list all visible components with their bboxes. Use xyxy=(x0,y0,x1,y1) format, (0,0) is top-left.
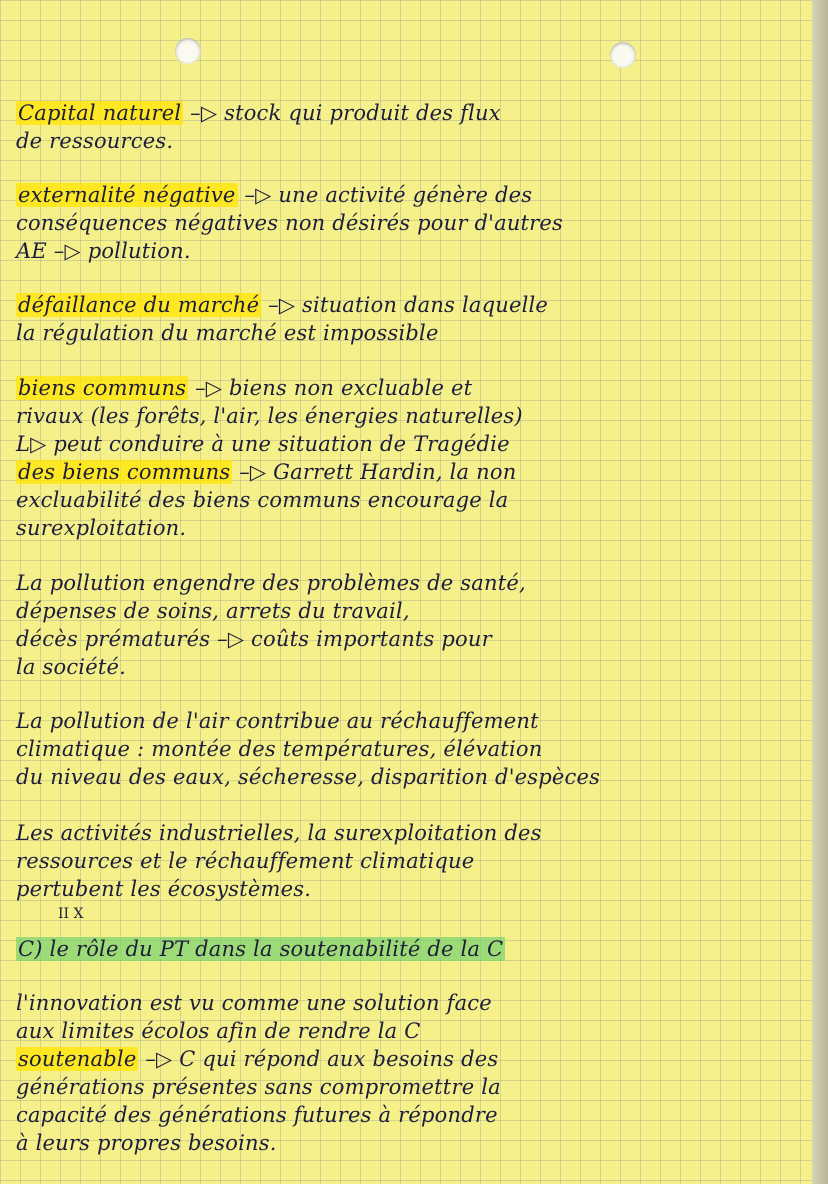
note-line xyxy=(16,654,804,680)
note-line xyxy=(16,459,804,485)
note-text: la société. xyxy=(16,655,126,679)
note-line xyxy=(16,626,804,652)
note-line xyxy=(16,375,804,401)
punch-hole-right xyxy=(610,42,636,68)
note-text: ressources et le réchauffement climatique xyxy=(16,849,475,873)
note-line xyxy=(16,210,804,236)
note-line xyxy=(16,238,804,264)
highlighted-term: des biens communs xyxy=(18,460,231,484)
note-text: AE –▷ pollution. xyxy=(16,239,191,263)
note-text: –▷ stock qui produit des flux xyxy=(183,101,501,125)
margin-mark: II X xyxy=(58,906,84,922)
note-line xyxy=(16,764,804,790)
note-line xyxy=(16,936,804,962)
note-line xyxy=(16,100,804,126)
note-line xyxy=(16,515,804,541)
note-text: la régulation du marché est impossible xyxy=(16,321,439,345)
note-line xyxy=(16,736,804,762)
note-text: dépenses de soins, arrets du travail, xyxy=(16,599,410,623)
note-text: du niveau des eaux, sécheresse, disparition d'espèces xyxy=(16,765,601,789)
note-line xyxy=(16,128,804,154)
note-text: à leurs propres besoins. xyxy=(16,1131,277,1155)
note-text: pertubent les écosystèmes. xyxy=(16,877,312,901)
note-text: capacité des générations futures à répondre xyxy=(16,1103,498,1127)
note-text: Les activités industrielles, la surexploitation des xyxy=(16,821,542,845)
highlighted-term: biens communs xyxy=(18,376,187,400)
highlighted-term: soutenable xyxy=(18,1047,137,1071)
note-text: –▷ C qui répond aux besoins des xyxy=(138,1047,499,1071)
note-text: générations présentes sans compromettre la xyxy=(16,1075,501,1099)
note-line xyxy=(16,403,804,429)
punch-hole-left xyxy=(175,38,201,64)
notebook-edge xyxy=(812,0,828,1184)
note-line xyxy=(16,1102,804,1128)
note-text: –▷ situation dans laquelle xyxy=(261,293,549,317)
note-line xyxy=(16,570,804,596)
note-text: –▷ biens non excluable et xyxy=(188,376,473,400)
note-text: l'innovation est vu comme une solution face xyxy=(16,991,492,1015)
note-line xyxy=(16,487,804,513)
section-heading: C) le rôle du PT dans la soutenabilité de la C xyxy=(18,937,504,961)
note-text: rivaux (les forêts, l'air, les énergies naturelles) xyxy=(16,404,523,428)
highlighted-term: Capital naturel xyxy=(18,101,182,125)
note-line xyxy=(16,876,804,902)
note-text: –▷ Garrett Hardin, la non xyxy=(232,460,517,484)
note-text: La pollution de l'air contribue au réchauffement xyxy=(16,709,539,733)
highlighted-term: externalité négative xyxy=(18,183,236,207)
note-text: aux limites écolos afin de rendre la C xyxy=(16,1019,421,1043)
note-text: La pollution engendre des problèmes de santé, xyxy=(16,571,526,595)
note-line xyxy=(16,182,804,208)
note-text: surexploitation. xyxy=(16,516,187,540)
note-line xyxy=(16,1074,804,1100)
note-line xyxy=(16,1130,804,1156)
note-line xyxy=(16,990,804,1016)
note-line xyxy=(16,1018,804,1044)
note-line xyxy=(16,292,804,318)
note-text: de ressources. xyxy=(16,129,174,153)
note-line xyxy=(16,598,804,624)
highlighted-term: défaillance du marché xyxy=(18,293,260,317)
note-line xyxy=(16,848,804,874)
note-text: décès prématurés –▷ coûts importants pour xyxy=(16,627,492,651)
note-text: climatique : montée des températures, élévation xyxy=(16,737,543,761)
note-text: L▷ peut conduire à une situation de Tragédie xyxy=(16,432,510,456)
note-line xyxy=(16,1046,804,1072)
note-line xyxy=(16,708,804,734)
note-line xyxy=(16,820,804,846)
note-text: conséquences négatives non désirés pour d'autres xyxy=(16,211,564,235)
note-text: –▷ une activité génère des xyxy=(237,183,533,207)
note-line xyxy=(16,320,804,346)
note-line xyxy=(16,431,804,457)
note-text: excluabilité des biens communs encourage la xyxy=(16,488,509,512)
